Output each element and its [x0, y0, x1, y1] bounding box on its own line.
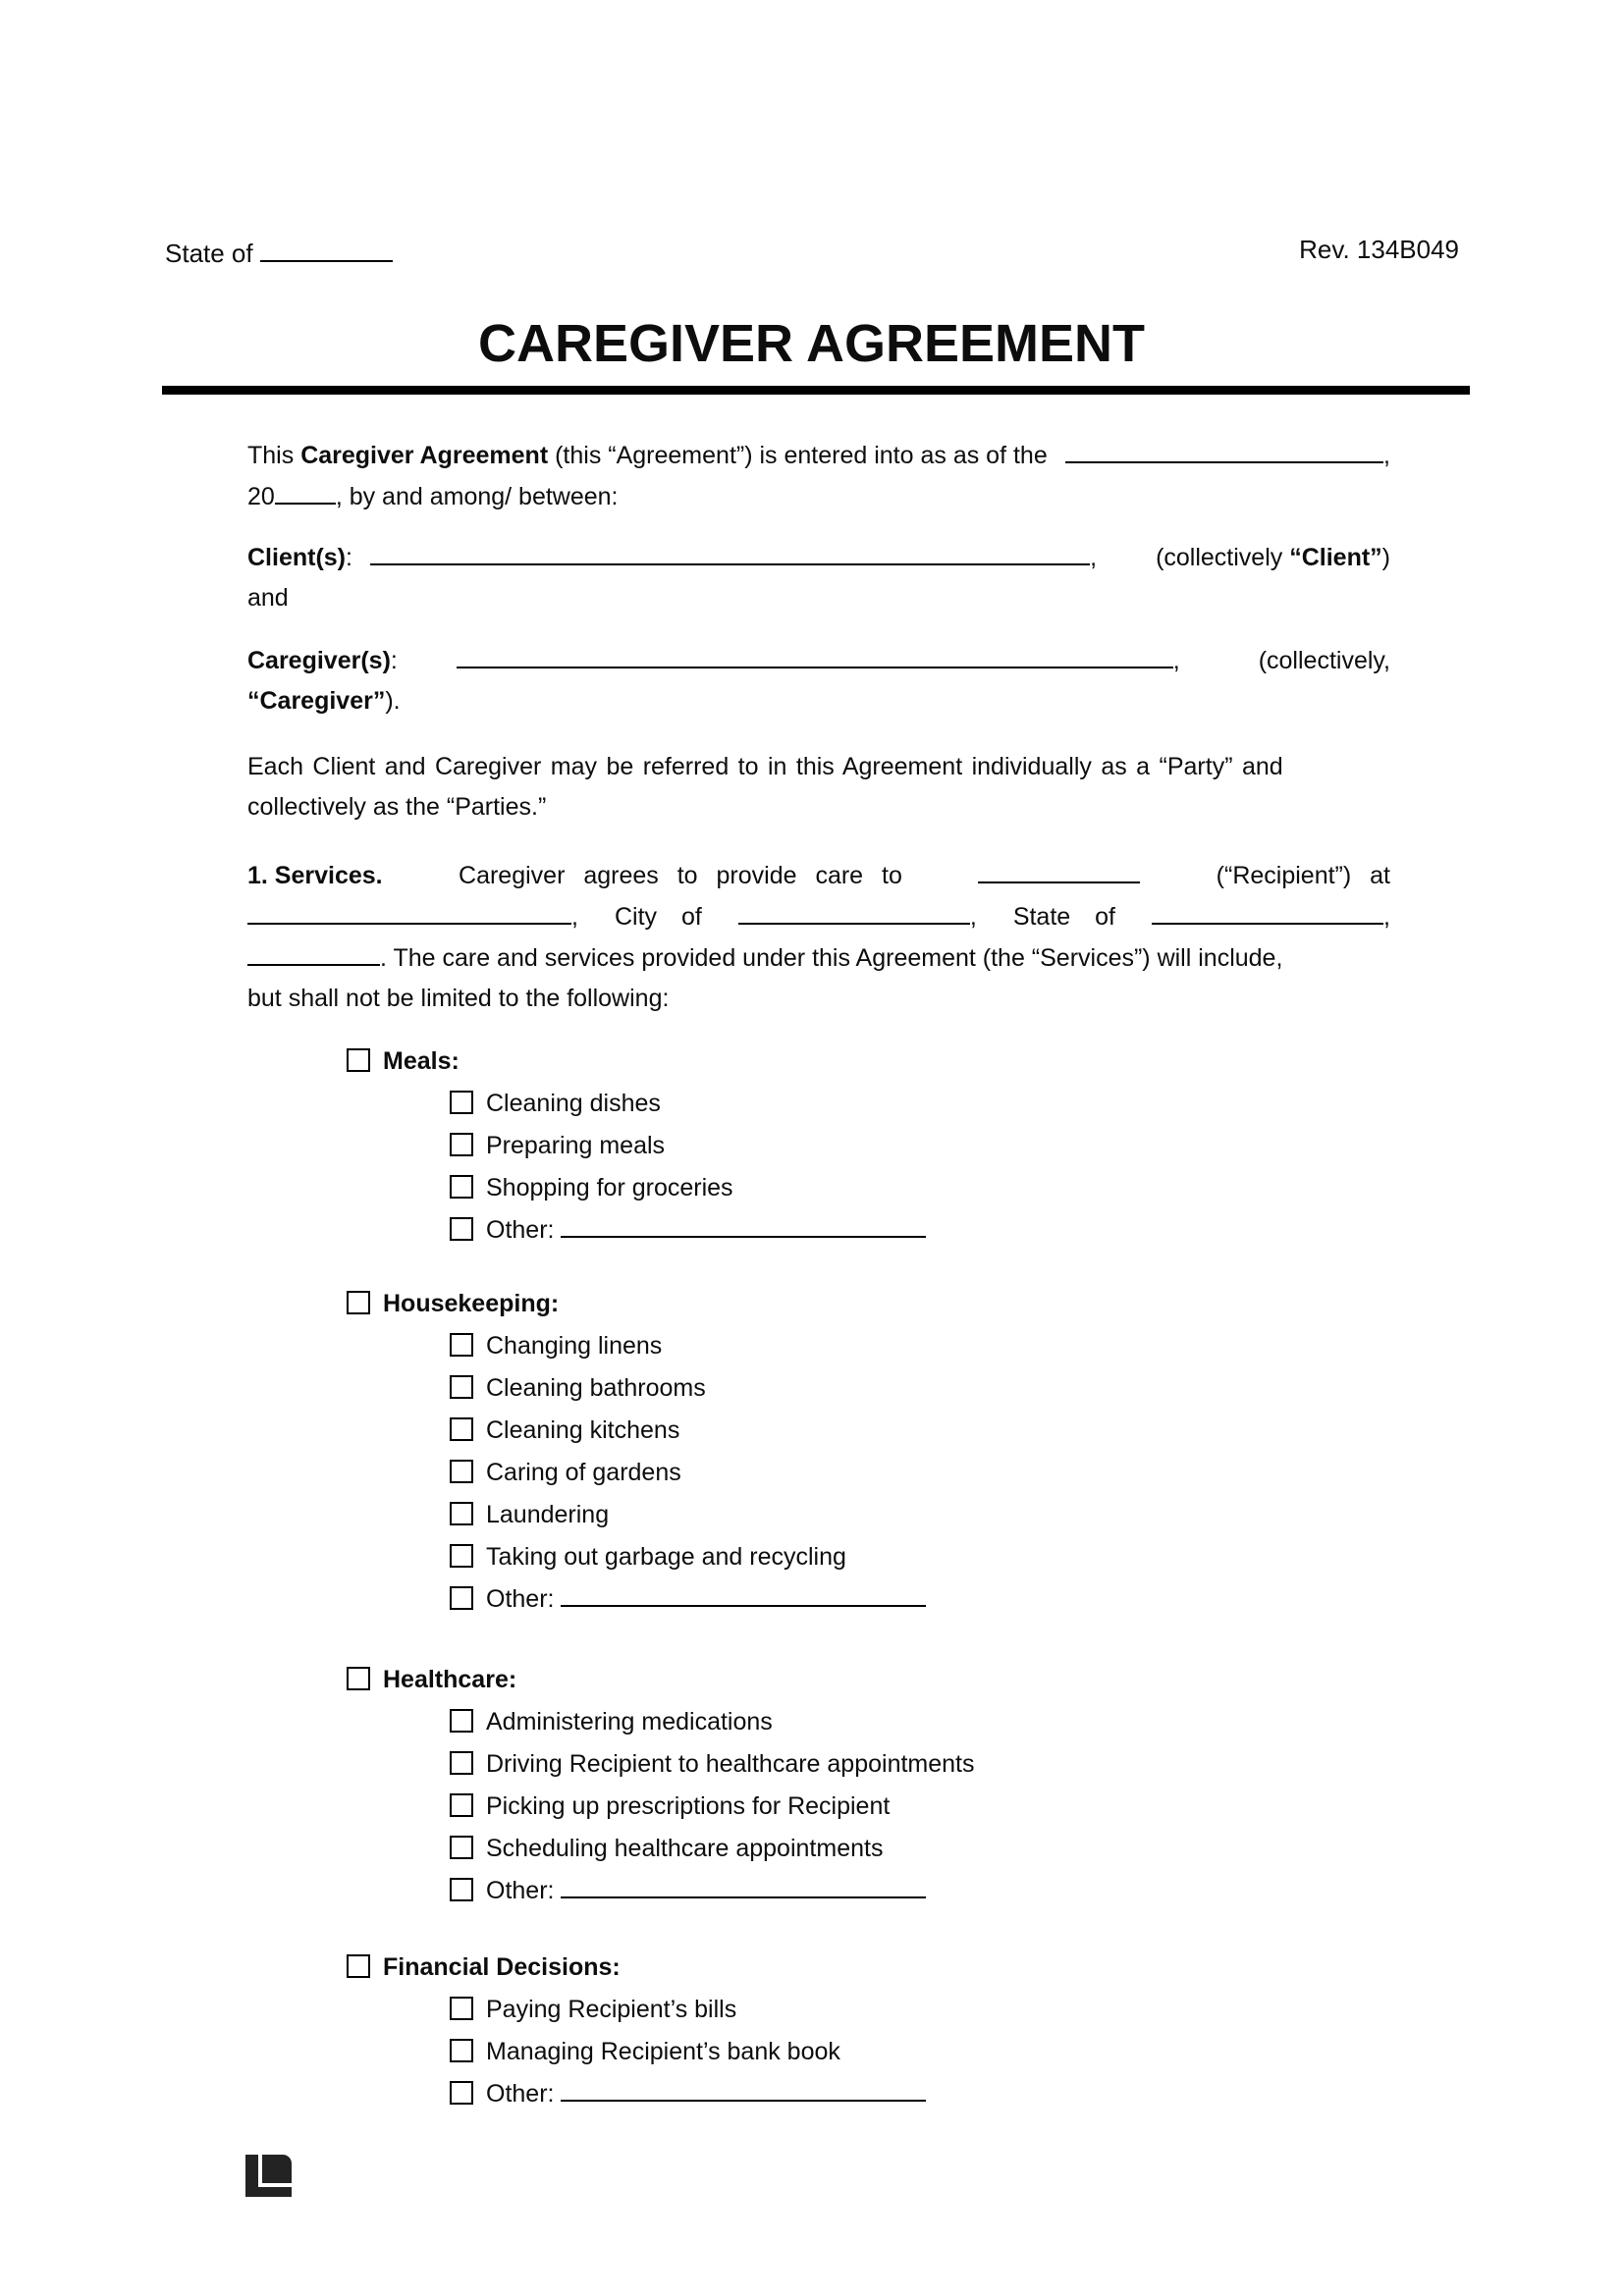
checklist-item — [247, 1786, 1390, 1828]
client-label: Client(s): — [247, 544, 352, 571]
recipient-name-blank[interactable] — [978, 855, 1140, 883]
client-line: Client(s): , (collectively “Client”) — [247, 537, 1390, 578]
intro-line-1: This Caregiver Agreement (this “Agreement”) is entered into as as of the , — [247, 435, 1390, 476]
checklist-item — [247, 1452, 1390, 1494]
other-blank[interactable] — [561, 2073, 926, 2102]
checkbox[interactable] — [450, 2081, 473, 2105]
title-rule — [162, 386, 1470, 395]
checkbox[interactable] — [347, 1291, 370, 1314]
services-line-1: 1. Services. Caregiver agrees to provide care to (“Recipient”) at — [247, 855, 1390, 896]
checklist-label: Healthcare: — [383, 1666, 517, 1693]
checklist-meals — [247, 1041, 1390, 1252]
checklist-housekeeping — [247, 1283, 1390, 1621]
services-line-4: but shall not be limited to the following: — [247, 985, 670, 1012]
caregiver-block — [247, 640, 1390, 721]
checklist-other-item — [247, 1209, 1390, 1252]
services-checklists — [247, 1041, 1390, 2115]
legal-templates-logo — [245, 2155, 292, 2197]
checklist-item-label: Cleaning kitchens — [486, 1416, 680, 1444]
checklist-label: Housekeeping: — [383, 1290, 560, 1317]
checkbox[interactable] — [450, 1417, 473, 1441]
checklist-other-item — [247, 1578, 1390, 1621]
checkbox[interactable] — [347, 1954, 370, 1978]
checklist-item — [247, 1125, 1390, 1167]
parties-paragraph — [247, 747, 1390, 828]
state-name-blank[interactable] — [1152, 896, 1383, 925]
services-heading: 1. Services. — [247, 862, 383, 889]
checklist-other-item — [247, 1870, 1390, 1912]
checklist-header — [247, 1283, 1390, 1325]
checklist-header — [247, 1041, 1390, 1083]
other-blank[interactable] — [561, 1870, 926, 1898]
checkbox[interactable] — [450, 1091, 473, 1114]
checkbox[interactable] — [450, 1544, 473, 1568]
intro-text: This Caregiver Agreement (this “Agreement”) is entered into as as of the — [247, 442, 1048, 469]
date-blank[interactable] — [1065, 435, 1383, 463]
checklist-item — [247, 1743, 1390, 1786]
other-label: Other: — [486, 1877, 562, 1904]
checkbox[interactable] — [450, 1375, 473, 1399]
checklist-item-label: Caring of gardens — [486, 1459, 681, 1486]
checklist-label: Financial Decisions: — [383, 1953, 621, 1981]
document-body — [247, 435, 1390, 2115]
checklist-item — [247, 1367, 1390, 1410]
caregiver-collective-cont: “Caregiver”). — [247, 687, 401, 715]
checklist-item-label: Administering medications — [486, 1708, 773, 1735]
checklist-financial-decisions — [247, 1947, 1390, 2115]
page-header — [165, 234, 1459, 269]
checkbox[interactable] — [450, 1502, 473, 1525]
logo-block — [262, 2155, 292, 2183]
checkbox[interactable] — [450, 2039, 473, 2062]
agreement-bold: Caregiver Agreement — [300, 442, 549, 469]
year-blank[interactable] — [275, 476, 336, 505]
checkbox[interactable] — [347, 1667, 370, 1690]
city-blank[interactable] — [738, 896, 970, 925]
services-line-2: , City of , State of , — [247, 896, 1390, 937]
checkbox[interactable] — [450, 1878, 473, 1901]
checklist-healthcare — [247, 1659, 1390, 1912]
checkbox[interactable] — [450, 1709, 473, 1733]
checklist-item — [247, 1828, 1390, 1870]
checklist-item-label: Cleaning bathrooms — [486, 1374, 706, 1402]
caregiver-name-blank[interactable] — [457, 640, 1173, 668]
and-connector: and — [247, 584, 289, 612]
checklist-item-label: Cleaning dishes — [486, 1090, 661, 1117]
logo-bottom-bar — [245, 2187, 292, 2197]
checklist-item-label: Picking up prescriptions for Recipient — [486, 1792, 891, 1820]
client-collective-label: (collectively “Client”) — [1156, 544, 1390, 571]
checklist-item-label: Laundering — [486, 1501, 610, 1528]
checkbox[interactable] — [450, 1793, 473, 1817]
checklist-item-label: Preparing meals — [486, 1132, 666, 1159]
checklist-item — [247, 1083, 1390, 1125]
services-line-3: . The care and services provided under this Agreement (the “Services”) will include, — [247, 937, 1390, 979]
checkbox[interactable] — [450, 1836, 473, 1859]
caregiver-collective-label: (collectively, — [1258, 647, 1390, 674]
checkbox[interactable] — [450, 1175, 473, 1199]
client-block — [247, 537, 1390, 618]
other-blank[interactable] — [561, 1578, 926, 1607]
other-label: Other: — [486, 1216, 562, 1244]
checklist-item-label: Taking out garbage and recycling — [486, 1543, 846, 1571]
checklist-item — [247, 1410, 1390, 1452]
intro-paragraph — [247, 435, 1390, 517]
checklist-item — [247, 2031, 1390, 2073]
street-address-blank[interactable] — [247, 896, 571, 925]
checkbox[interactable] — [450, 1751, 473, 1775]
state-of-label: State of — [165, 239, 253, 268]
intro-line-2: 20 , by and among/ between: — [247, 476, 1390, 517]
services-line3-blank[interactable] — [247, 937, 380, 966]
checkbox[interactable] — [450, 1333, 473, 1357]
state-of-line — [165, 234, 393, 269]
caregiver-label: Caregiver(s): — [247, 647, 398, 674]
checklist-item-label: Shopping for groceries — [486, 1174, 733, 1201]
checklist-item-label: Managing Recipient’s bank book — [486, 2038, 840, 2065]
client-name-blank[interactable] — [370, 537, 1090, 565]
checklist-item-label: Changing linens — [486, 1332, 663, 1360]
checklist-item — [247, 1167, 1390, 1209]
checklist-item-label: Driving Recipient to healthcare appointments — [486, 1750, 975, 1778]
page-title: CAREGIVER AGREEMENT — [477, 314, 1146, 373]
checklist-label: Meals: — [383, 1047, 460, 1075]
checklist-item — [247, 1701, 1390, 1743]
revision-label: Rev. 134B049 — [1299, 235, 1459, 264]
other-label: Other: — [486, 1585, 562, 1613]
caregiver-line: Caregiver(s): , (collectively, — [247, 640, 1390, 681]
checkbox[interactable] — [450, 1586, 473, 1610]
checkbox[interactable] — [450, 1133, 473, 1156]
parties-line-2: collectively as the “Parties.” — [247, 793, 547, 821]
checklist-item-label: Paying Recipient’s bills — [486, 1996, 737, 2023]
checklist-item — [247, 1325, 1390, 1367]
checkbox[interactable] — [347, 1048, 370, 1072]
checklist-other-item — [247, 2073, 1390, 2115]
checkbox[interactable] — [450, 1460, 473, 1483]
checklist-header — [247, 1659, 1390, 1701]
checklist-item — [247, 1536, 1390, 1578]
checklist-header — [247, 1947, 1390, 1989]
checklist-item-label: Scheduling healthcare appointments — [486, 1835, 884, 1862]
checkbox[interactable] — [450, 1997, 473, 2020]
parties-line-1: Each Client and Caregiver may be referred to in this Agreement individually as a “Party” and — [247, 753, 1283, 780]
other-label: Other: — [486, 2080, 562, 2108]
services-section — [247, 855, 1390, 1019]
state-of-blank[interactable] — [260, 234, 393, 262]
checkbox[interactable] — [450, 1217, 473, 1241]
checklist-item — [247, 1494, 1390, 1536]
checklist-item — [247, 1989, 1390, 2031]
other-blank[interactable] — [561, 1209, 926, 1238]
